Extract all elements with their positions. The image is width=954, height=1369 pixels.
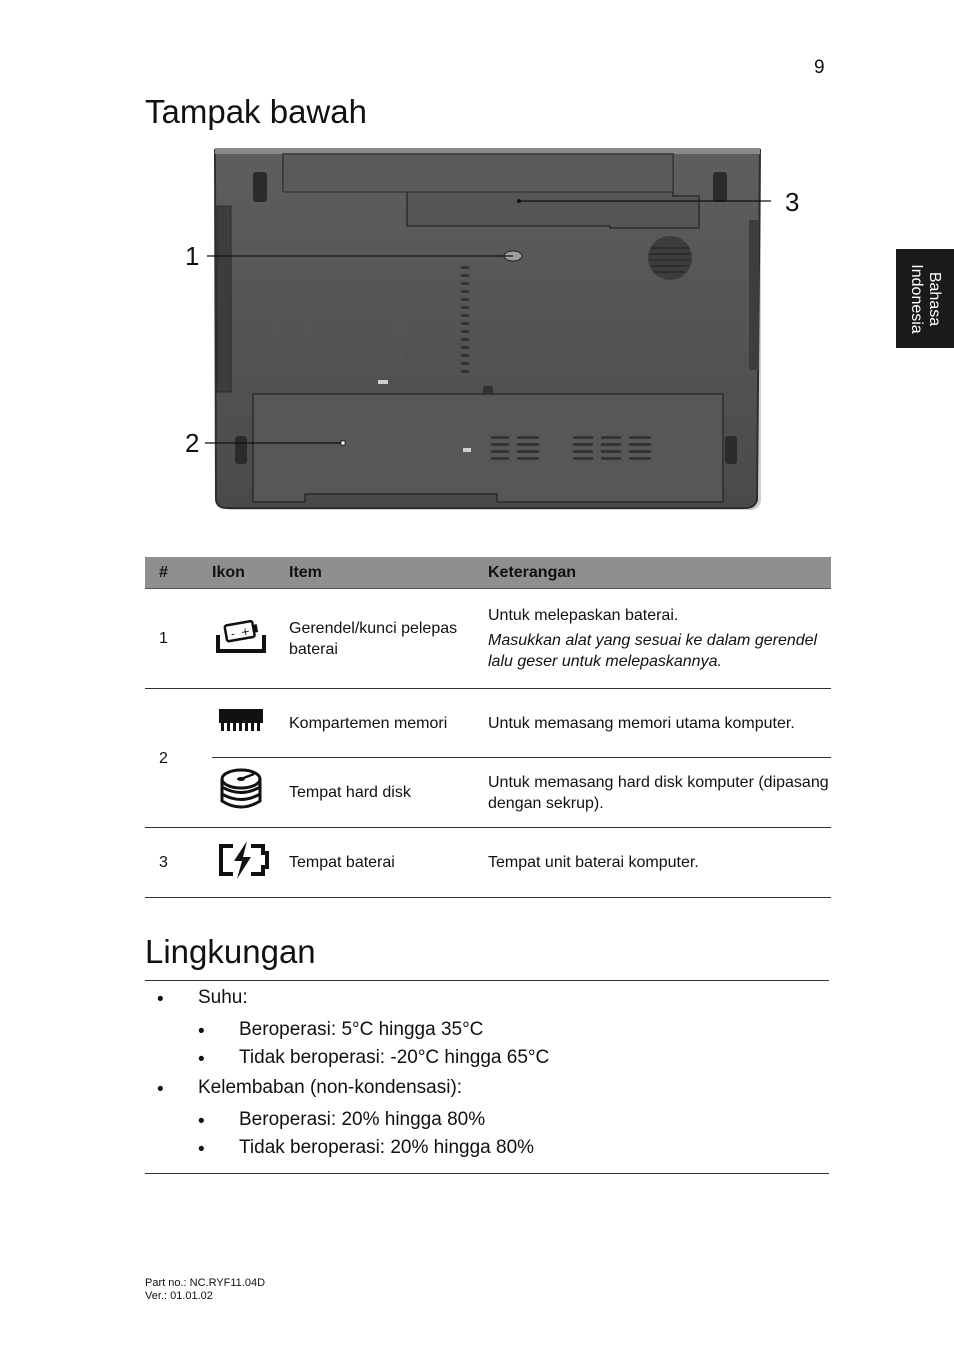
list-item: Kelembaban (non-kondensasi): [198, 1077, 463, 1098]
row-number: 3 [145, 828, 212, 898]
bullet: • [198, 1049, 205, 1070]
hard-disk-icon [218, 767, 264, 813]
memory-module-icon [218, 707, 264, 733]
bullet: • [157, 1079, 164, 1100]
section-title-environment: Lingkungan [145, 933, 316, 970]
language-tab-label: Bahasa Indonesia [908, 264, 943, 334]
page-number: 9 [814, 57, 825, 78]
divider [145, 1173, 829, 1174]
list-item: Suhu: [198, 987, 248, 1008]
table-row [145, 689, 831, 758]
row-description-note: Masukkan alat yang sesuai ke dalam gerendel lalu geser untuk melepaskannya. [488, 632, 818, 670]
table-row [145, 828, 831, 898]
header-description: Keterangan [488, 557, 831, 589]
footer [145, 1277, 265, 1303]
row-description: Untuk melepaskan baterai. [488, 607, 679, 624]
battery-bay-icon [218, 840, 270, 880]
row-item: Gerendel/kunci pelepas baterai [289, 589, 488, 689]
battery-release-latch-icon [215, 615, 267, 657]
list-subitem: Beroperasi: 5°C hingga 35°C [239, 1019, 484, 1040]
language-tab [896, 249, 954, 348]
svg-text:-: - [229, 626, 237, 641]
callout-2: 2 [185, 428, 200, 458]
bullet: • [198, 1139, 205, 1160]
header-icon: Ikon [212, 557, 289, 589]
components-table [145, 557, 831, 898]
row-number: 1 [145, 589, 212, 689]
row-item: Tempat baterai [289, 828, 488, 898]
list-subitem: Tidak beroperasi: -20°C hingga 65°C [239, 1047, 550, 1068]
version: Ver.: 01.01.02 [145, 1290, 213, 1302]
table-row [145, 758, 831, 828]
header-number: # [145, 557, 212, 589]
list-subitem: Tidak beroperasi: 20% hingga 80% [239, 1137, 535, 1158]
table-header-row [145, 557, 831, 589]
row-description: Untuk memasang hard disk komputer (dipasang dengan sekrup). [488, 758, 831, 828]
callout-3: 3 [785, 187, 800, 217]
section-title-bottom-view: Tampak bawah [145, 93, 367, 130]
bullet: • [198, 1111, 205, 1132]
row-item: Kompartemen memori [289, 689, 488, 758]
row-item: Tempat hard disk [289, 758, 488, 828]
bullet: • [157, 989, 164, 1010]
part-number: Part no.: NC.RYF11.04D [145, 1277, 266, 1289]
row-number: 2 [145, 689, 212, 828]
laptop-bottom-illustration [145, 140, 835, 525]
table-row [145, 589, 831, 689]
row-description: Tempat unit baterai komputer. [488, 828, 831, 898]
svg-text:+: + [239, 624, 252, 639]
row-description: Untuk memasang memori utama komputer. [488, 689, 831, 758]
header-item: Item [289, 557, 488, 589]
list-subitem: Beroperasi: 20% hingga 80% [239, 1109, 486, 1130]
bullet: • [198, 1021, 205, 1042]
callout-1: 1 [185, 241, 200, 271]
divider [145, 980, 829, 981]
